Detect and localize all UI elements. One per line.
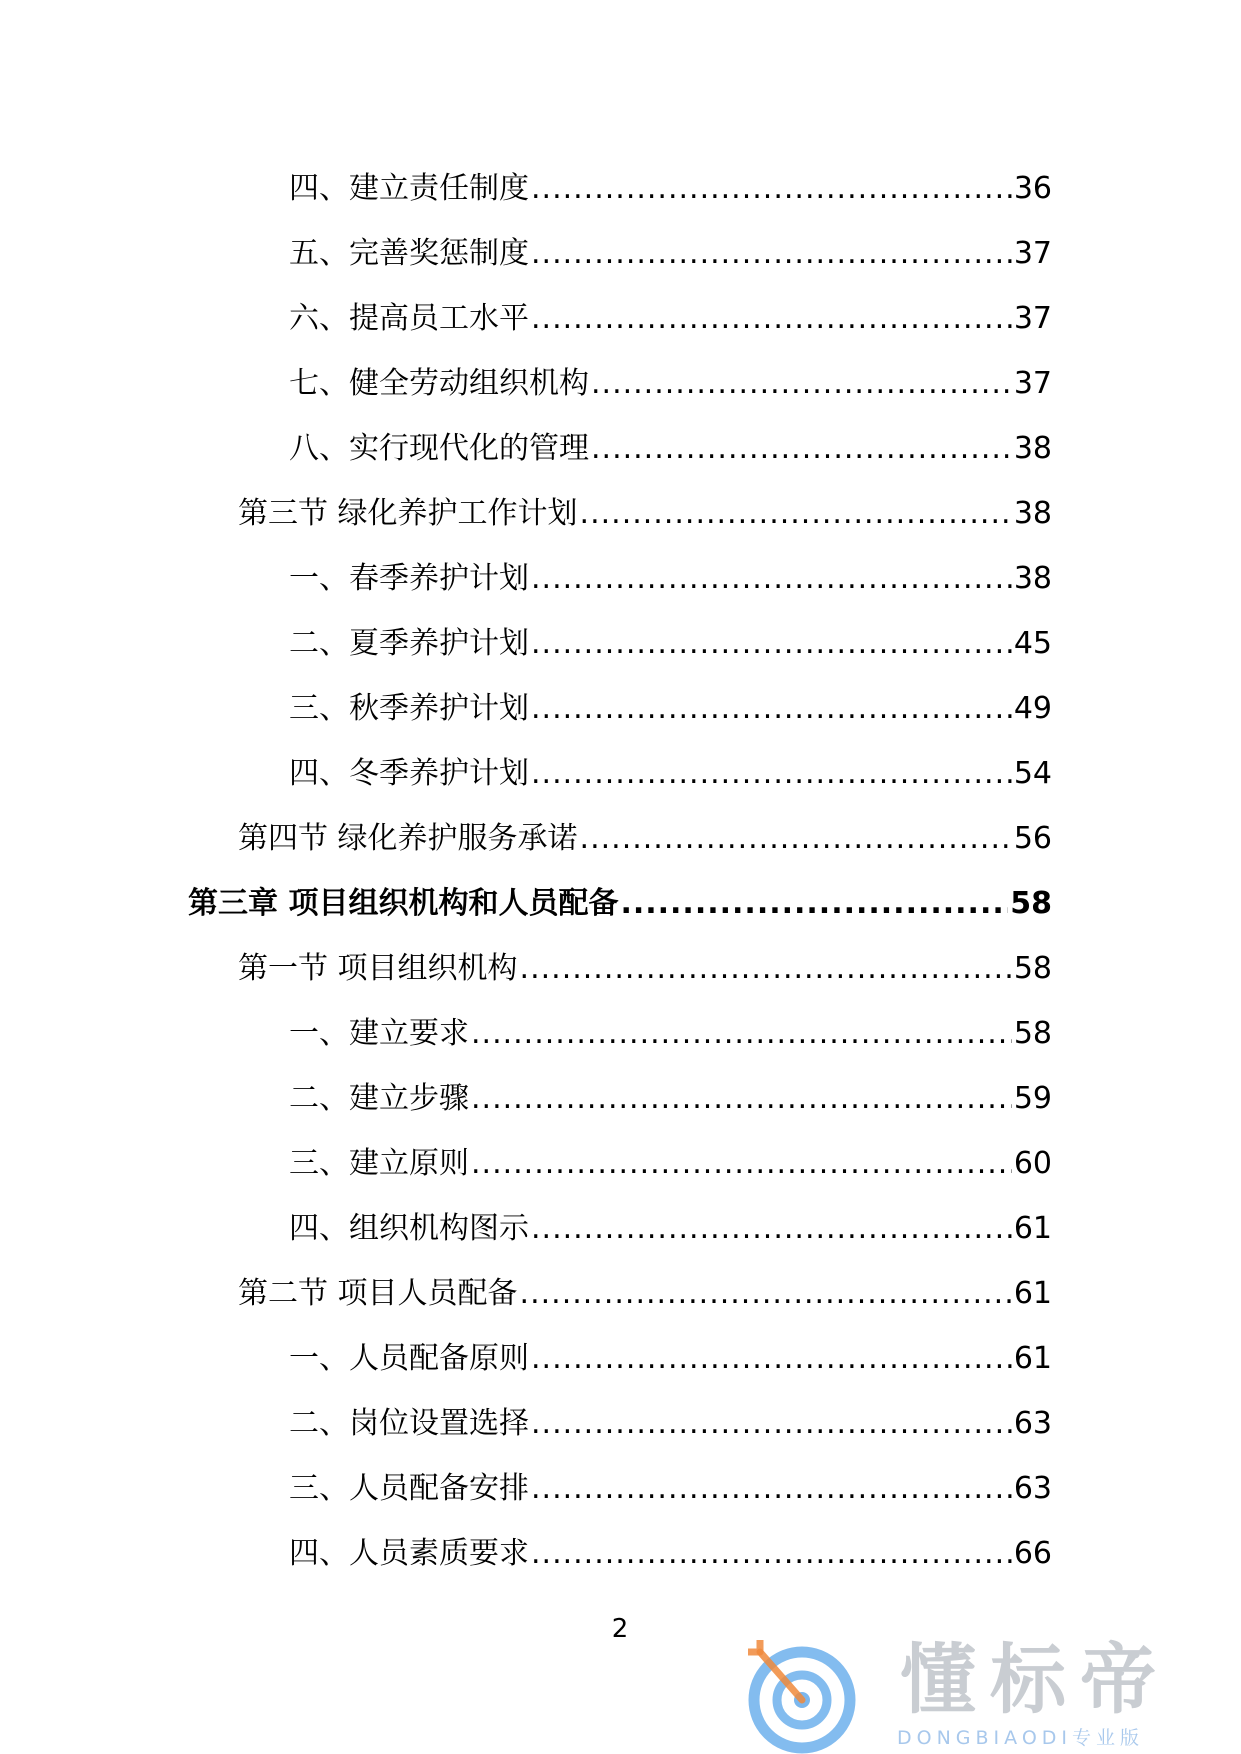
toc-entry-page: 37: [1013, 366, 1052, 401]
toc-entry-page: 38: [1013, 496, 1052, 531]
toc-dot-leader: [471, 1142, 1012, 1186]
toc-entry-title: 三、人员配备安排: [289, 1471, 529, 1506]
toc-dot-leader: [531, 752, 1012, 796]
toc-entry-title: 四、建立责任制度: [289, 171, 529, 206]
toc-entry-title: 一、建立要求: [289, 1016, 469, 1051]
toc-dot-leader: [531, 1532, 1012, 1576]
toc-dot-leader: [620, 882, 1008, 926]
toc-entry-page: 63: [1013, 1471, 1052, 1506]
toc-entry[interactable]: [289, 297, 1052, 341]
toc-entry[interactable]: [289, 167, 1052, 211]
toc-entry-title: 二、夏季养护计划: [289, 626, 529, 661]
toc-dot-leader: [531, 232, 1012, 276]
toc-entry[interactable]: [289, 1532, 1052, 1576]
toc-section-entry[interactable]: [238, 492, 1052, 536]
toc-entry[interactable]: [289, 1142, 1052, 1186]
toc-dot-leader: [520, 1272, 1012, 1316]
watermark-brand: 懂标帝: [900, 1635, 1170, 1724]
toc-entry-title: 一、春季养护计划: [289, 561, 529, 596]
toc-entry-title: 四、组织机构图示: [289, 1211, 529, 1246]
toc-section-entry[interactable]: [238, 1272, 1052, 1316]
toc-dot-leader: [531, 622, 1012, 666]
toc-entry-page: 54: [1013, 756, 1052, 791]
toc-entry-title: 四、冬季养护计划: [289, 756, 529, 791]
toc-entry-page: 37: [1013, 236, 1052, 271]
toc-dot-leader: [531, 687, 1012, 731]
toc-entry[interactable]: [289, 1402, 1052, 1446]
toc-dot-leader: [580, 817, 1012, 861]
toc-entry-title: 七、健全劳动组织机构: [289, 366, 589, 401]
toc-entry[interactable]: [289, 427, 1052, 471]
toc-entry-page: 61: [1013, 1341, 1052, 1376]
toc-entry[interactable]: [289, 752, 1052, 796]
toc-entry[interactable]: [289, 622, 1052, 666]
toc-entry-title: 二、岗位设置选择: [289, 1406, 529, 1441]
toc-entry-page: 59: [1013, 1081, 1052, 1116]
toc-dot-leader: [531, 1207, 1012, 1251]
toc-entry-title: 一、人员配备原则: [289, 1341, 529, 1376]
toc-entry-page: 45: [1013, 626, 1052, 661]
toc-entry-page: 61: [1013, 1211, 1052, 1246]
toc-entry-page: 58: [1013, 951, 1052, 986]
toc-entry-page: 66: [1013, 1536, 1052, 1571]
toc-dot-leader: [531, 1337, 1012, 1381]
page-number: 2: [611, 1614, 629, 1644]
toc-entry-title: 五、完善奖惩制度: [289, 236, 529, 271]
toc-dot-leader: [531, 557, 1012, 601]
toc-entry[interactable]: [289, 557, 1052, 601]
toc-entry-page: 56: [1013, 821, 1052, 856]
toc-section-entry[interactable]: [238, 947, 1052, 991]
toc-entry-page: 58: [1013, 1016, 1052, 1051]
toc-dot-leader: [531, 167, 1012, 211]
toc-dot-leader: [580, 492, 1012, 536]
toc-entry[interactable]: [289, 1337, 1052, 1381]
toc-dot-leader: [520, 947, 1012, 991]
toc-entry-title: 八、实行现代化的管理: [289, 431, 589, 466]
toc-entry-page: 60: [1013, 1146, 1052, 1181]
toc-entry-page: 63: [1013, 1406, 1052, 1441]
toc-entry-title: 四、人员素质要求: [289, 1536, 529, 1571]
toc-entry[interactable]: [289, 232, 1052, 276]
toc-section-entry[interactable]: [238, 817, 1052, 861]
toc-entry-page: 36: [1013, 171, 1052, 206]
toc-dot-leader: [471, 1077, 1012, 1121]
toc-entry-title: 第一节 项目组织机构: [238, 951, 518, 986]
toc-entry-page: 37: [1013, 301, 1052, 336]
toc-entry-title: 三、建立原则: [289, 1146, 469, 1181]
toc-dot-leader: [591, 362, 1012, 406]
toc-dot-leader: [531, 297, 1012, 341]
toc-chapter-entry[interactable]: [188, 882, 1052, 926]
toc-entry[interactable]: [289, 1207, 1052, 1251]
toc-entry[interactable]: [289, 1012, 1052, 1056]
watermark-subtitle: DONGBIAODI专业版: [897, 1727, 1145, 1749]
toc-entry-title: 第三节 绿化养护工作计划: [238, 496, 578, 531]
toc-entry-title: 六、提高员工水平: [289, 301, 529, 336]
toc-entry-title: 第四节 绿化养护服务承诺: [238, 821, 578, 856]
toc-entry[interactable]: [289, 1077, 1052, 1121]
toc-entry-title: 三、秋季养护计划: [289, 691, 529, 726]
toc-entry[interactable]: [289, 687, 1052, 731]
toc-entry-page: 58: [1010, 886, 1052, 921]
toc-dot-leader: [591, 427, 1012, 471]
toc-entry-title: 第二节 项目人员配备: [238, 1276, 518, 1311]
toc-dot-leader: [531, 1467, 1012, 1511]
toc-entry[interactable]: [289, 362, 1052, 406]
toc-entry-page: 61: [1013, 1276, 1052, 1311]
toc-entry-title: 第三章 项目组织机构和人员配备: [188, 886, 619, 921]
toc-entry-page: 38: [1013, 561, 1052, 596]
toc-dot-leader: [531, 1402, 1012, 1446]
toc-entry-page: 38: [1013, 431, 1052, 466]
watermark: [742, 1632, 1212, 1754]
toc-entry-title: 二、建立步骤: [289, 1081, 469, 1116]
toc-dot-leader: [471, 1012, 1012, 1056]
toc-entry-page: 49: [1013, 691, 1052, 726]
target-arrow-logo-icon: [742, 1632, 872, 1754]
toc-entry[interactable]: [289, 1467, 1052, 1511]
